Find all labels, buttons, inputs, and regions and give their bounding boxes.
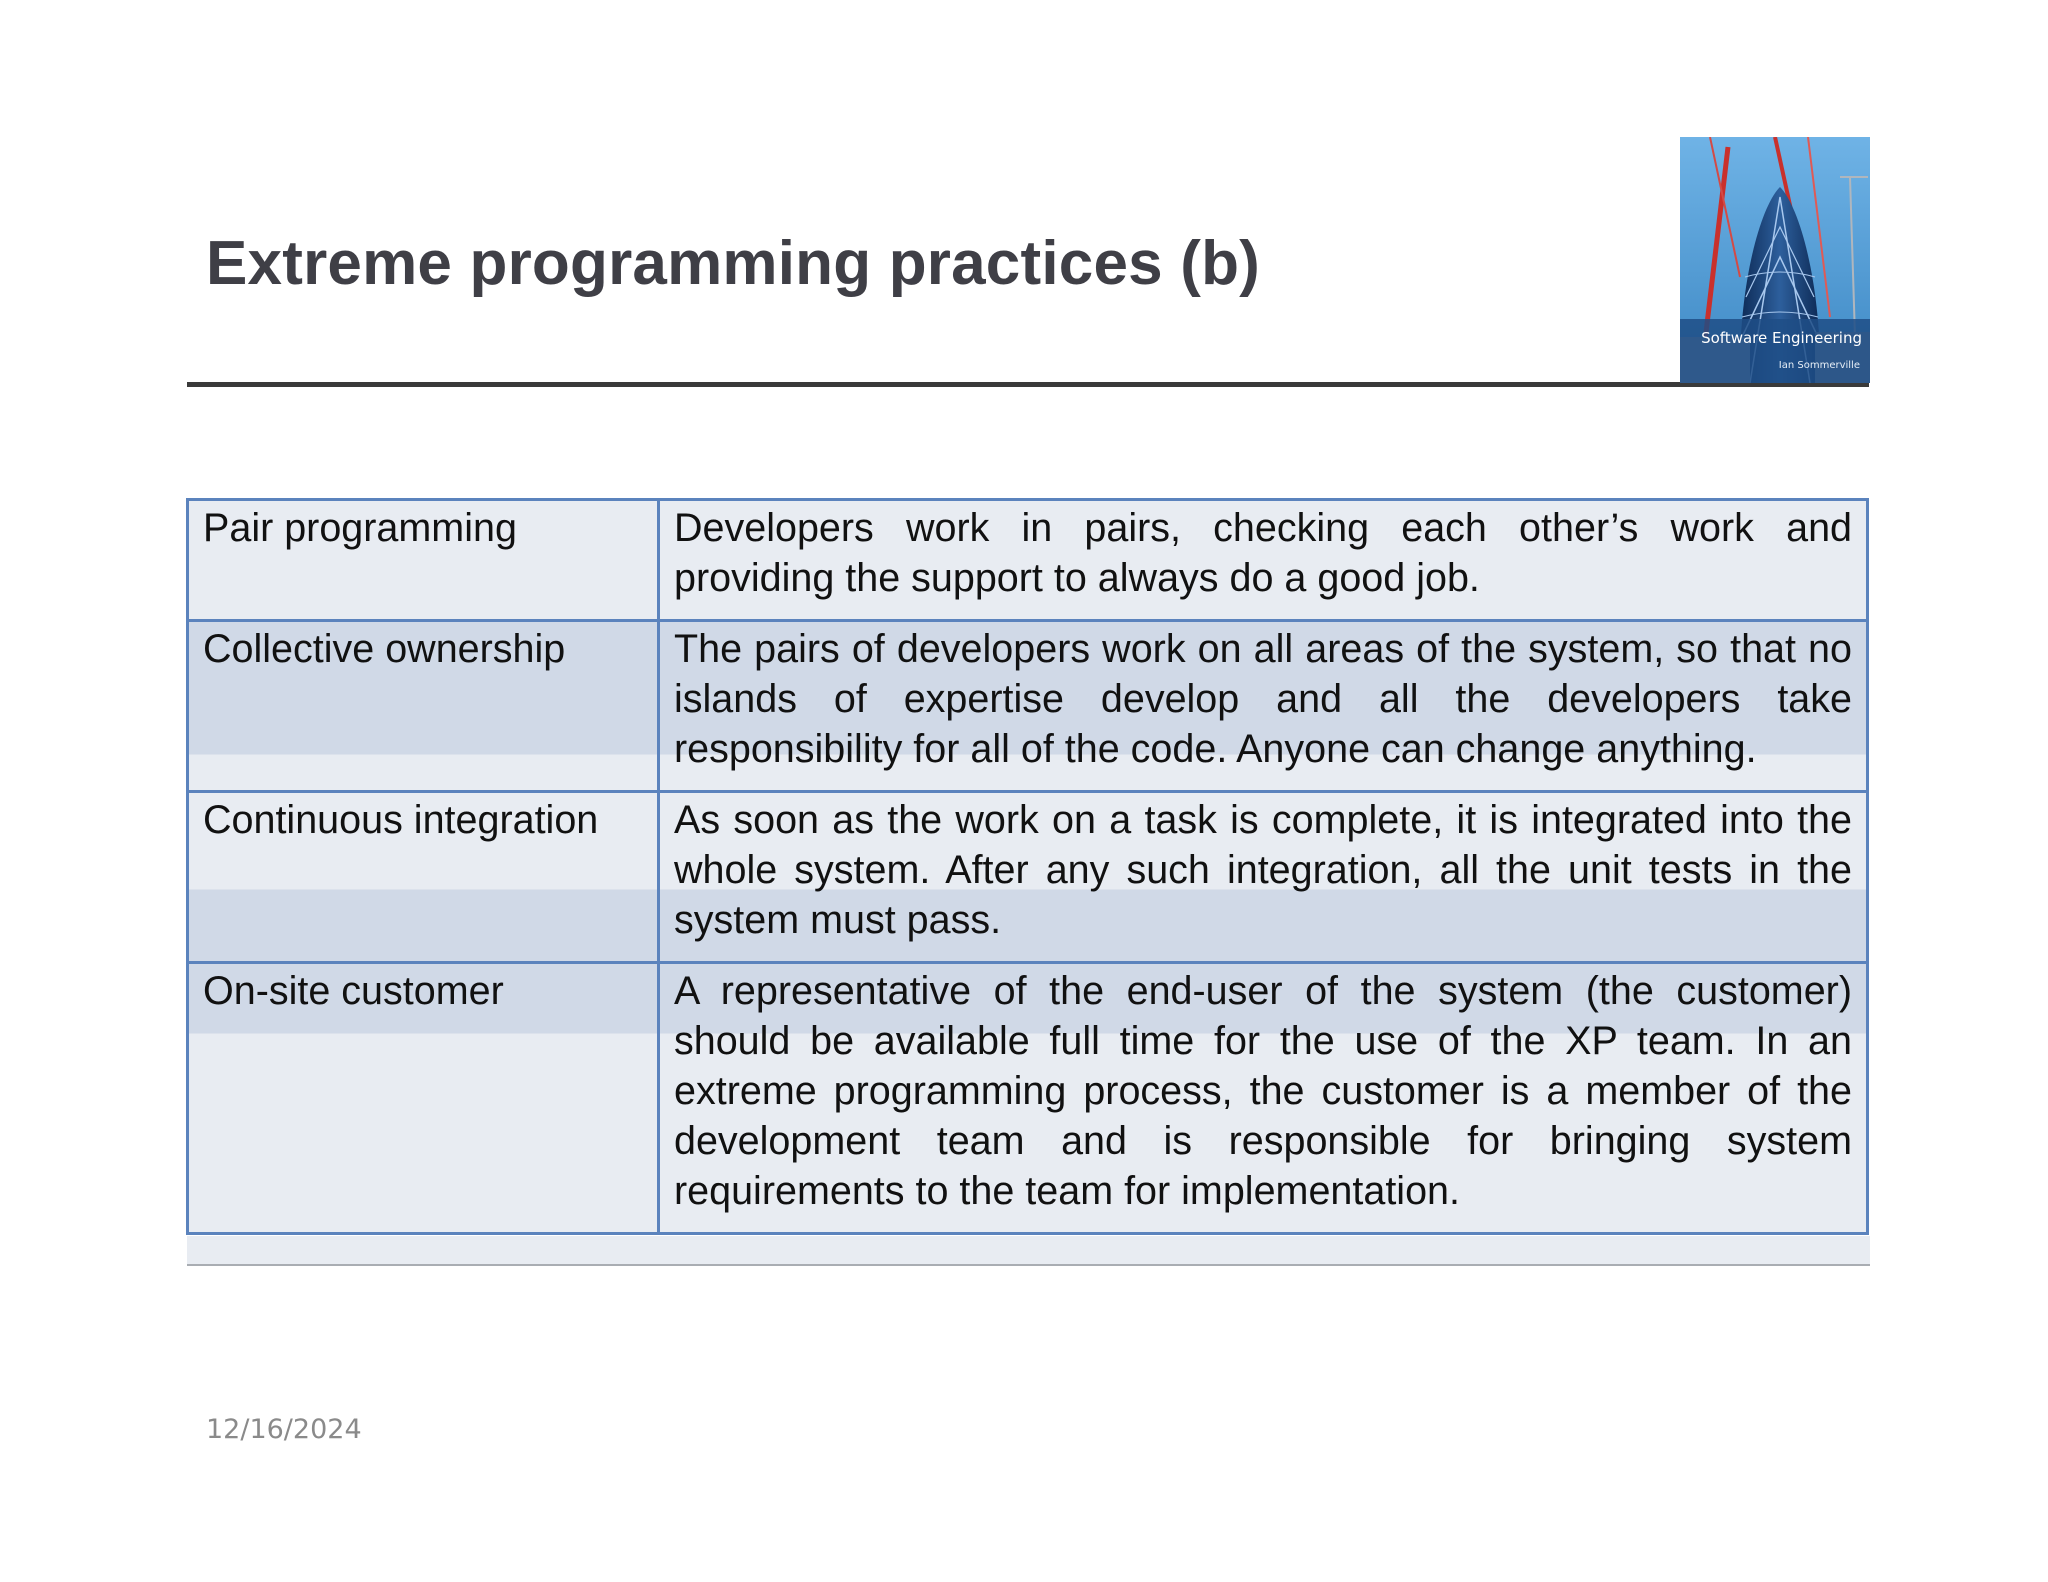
practice-description: The pairs of developers work on all areas of the system, so that no islands of expertise develop and all the developers take responsibility for all of the code. Anyone can change anything. [659, 621, 1868, 792]
practice-description: Developers work in pairs, checking each other’s work and providing the support to always do a good job. [659, 500, 1868, 621]
practice-name: Continuous integration [188, 792, 659, 963]
slide-date: 12/16/2024 [206, 1414, 362, 1445]
table-row [188, 963, 1868, 1234]
practices-table [186, 498, 1869, 1235]
practice-name: Pair programming [188, 500, 659, 621]
practice-description: A representative of the end-user of the system (the customer) should be available full time for the use of the XP team. In an extreme programming process, the customer is a member of the development team and is responsible for bringing system requirements to the team for implementation. [659, 963, 1868, 1234]
cover-author: Ian Sommerville [1778, 360, 1860, 371]
cover-title: Software Engineering [1701, 329, 1862, 347]
book-cover-image [1680, 137, 1870, 383]
table-row [188, 500, 1868, 621]
slide-title: Extreme programming practices (b) [206, 229, 1261, 298]
table-footer-band [187, 1236, 1870, 1266]
practice-name: On-site customer [188, 963, 659, 1234]
practice-description: As soon as the work on a task is complete, it is integrated into the whole system. After any such integration, all the unit tests in the system must pass. [659, 792, 1868, 963]
table-row [188, 792, 1868, 963]
practice-name: Collective ownership [188, 621, 659, 792]
title-divider [187, 382, 1869, 387]
table-row [188, 621, 1868, 792]
